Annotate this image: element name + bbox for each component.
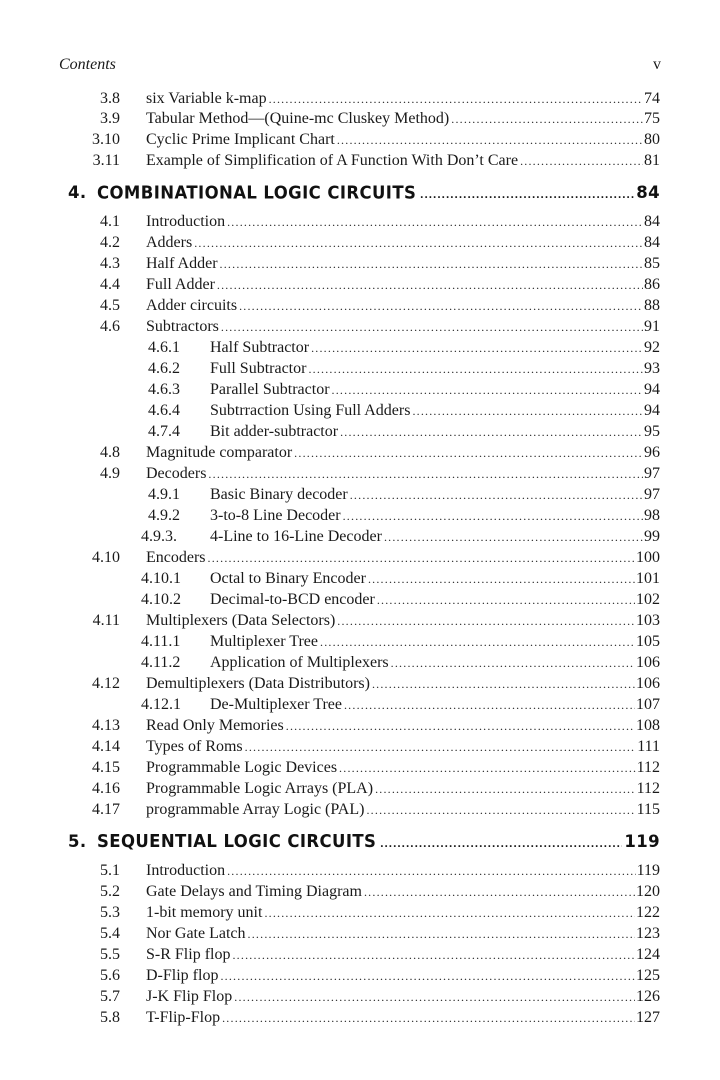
subsection-title: 3-to-8 Line Decoder [210, 507, 341, 524]
dot-leader [294, 443, 643, 464]
toc-entry[interactable] [0, 902, 720, 923]
dot-leader [208, 464, 643, 485]
dot-leader [308, 359, 643, 380]
section-title: Full Adder [146, 276, 215, 293]
section-number: 4.4 [100, 276, 120, 293]
subsection-title: Multiplexer Tree [210, 633, 318, 650]
dot-leader [375, 779, 636, 800]
section-title: Introduction [146, 862, 226, 879]
toc-entry[interactable] [0, 295, 720, 316]
dot-leader [377, 590, 635, 611]
chapter-heading-5[interactable] [68, 829, 660, 855]
dot-leader [337, 611, 635, 632]
dot-leader [368, 569, 635, 590]
dot-leader [372, 674, 635, 695]
toc-entry[interactable] [0, 1007, 720, 1028]
dot-leader [232, 945, 635, 966]
chapter-title: SEQUENTIAL LOGIC CIRCUITS [97, 831, 377, 852]
section-title: Half Adder [146, 255, 218, 272]
section-number: 4.2 [100, 234, 120, 251]
running-head-title: Contents [59, 56, 116, 73]
dot-leader [451, 109, 643, 130]
subsection-page: 98 [644, 507, 660, 524]
section-title: Programmable Logic Arrays (PLA) [146, 780, 374, 797]
section-number: 3.10 [92, 131, 120, 148]
subsection-number: 4.6.1 [148, 339, 180, 356]
subsection-title: Application of Multiplexers [210, 654, 389, 671]
toc-entry[interactable] [0, 274, 720, 295]
subsection-page: 94 [644, 402, 660, 419]
section-title: J-K Flip Flop [146, 988, 233, 1005]
dot-leader [245, 737, 637, 758]
section-page: 106 [636, 675, 660, 692]
toc-entry[interactable] [0, 88, 720, 109]
section-number: 5.8 [100, 1009, 120, 1026]
toc-entry[interactable] [0, 232, 720, 253]
chapter-number: 5. [68, 832, 87, 851]
subsection-page: 106 [636, 654, 660, 671]
toc-subentry[interactable] [0, 421, 720, 442]
toc-entry[interactable] [0, 610, 720, 631]
section-page: 85 [644, 255, 660, 272]
subsection-page: 107 [636, 696, 660, 713]
section-title: six Variable k-map [146, 90, 267, 107]
toc-entry[interactable] [0, 757, 720, 778]
dot-leader [220, 254, 643, 275]
subsection-page: 95 [644, 423, 660, 440]
subsection-number: 4.6.3 [148, 381, 180, 398]
toc-subentry[interactable] [0, 526, 720, 547]
subsection-number: 4.9.3. [141, 528, 177, 545]
section-number: 5.7 [100, 988, 120, 1005]
toc-entry[interactable] [0, 715, 720, 736]
subsection-page: 92 [644, 339, 660, 356]
dot-leader [343, 506, 643, 527]
toc-subentry[interactable] [0, 484, 720, 505]
toc-subentry[interactable] [0, 358, 720, 379]
toc-entry[interactable] [0, 129, 720, 150]
section-title: Encoders [146, 549, 206, 566]
chapter-number: 4. [68, 183, 87, 202]
chapter-heading-4[interactable] [68, 180, 660, 206]
section-number: 4.1 [100, 213, 120, 230]
section-page: 122 [636, 904, 660, 921]
section-page: 126 [636, 988, 660, 1005]
section-page: 97 [644, 465, 660, 482]
subsection-title: Full Subtractor [210, 360, 307, 377]
section-number: 5.4 [100, 925, 120, 942]
section-title: Adders [146, 234, 193, 251]
dot-leader [320, 632, 635, 653]
toc-entry[interactable] [0, 547, 720, 568]
section-title: Nor Gate Latch [146, 925, 246, 942]
subsection-title: Parallel Subtractor [210, 381, 330, 398]
section-title: 1-bit memory unit [146, 904, 263, 921]
toc-subentry[interactable] [0, 337, 720, 358]
dot-leader [380, 830, 622, 855]
section-page: 115 [636, 801, 660, 818]
toc-entry[interactable] [0, 944, 720, 965]
toc-subentry[interactable] [0, 379, 720, 400]
toc-entry[interactable] [0, 316, 720, 337]
subsection-page: 99 [644, 528, 660, 545]
dot-leader [217, 275, 643, 296]
subsection-number: 4.11.2 [141, 654, 181, 671]
section-page: 112 [636, 759, 660, 776]
section-title: Subtractors [146, 318, 219, 335]
dot-leader [227, 212, 643, 233]
dot-leader [391, 653, 635, 674]
subsection-number: 4.10.2 [141, 591, 181, 608]
section-title: Decoders [146, 465, 207, 482]
section-page: 84 [644, 213, 660, 230]
dot-leader [194, 233, 643, 254]
section-title: Tabular Method—(Quine-mc Cluskey Method) [146, 110, 450, 127]
section-number: 3.11 [92, 152, 120, 169]
dot-leader [412, 401, 643, 422]
section-number: 4.5 [100, 297, 120, 314]
section-number: 4.14 [92, 738, 120, 755]
section-page: 74 [644, 90, 660, 107]
dot-leader [340, 422, 643, 443]
section-title: Read Only Memories [146, 717, 284, 734]
section-title: T-Flip-Flop [146, 1009, 221, 1026]
toc-subentry[interactable] [0, 652, 720, 673]
subsection-title: Decimal-to-BCD encoder [210, 591, 375, 608]
section-title: Introduction [146, 213, 226, 230]
subsection-number: 4.7.4 [148, 423, 180, 440]
section-page: 80 [644, 131, 660, 148]
subsection-number: 4.10.1 [141, 570, 181, 587]
dot-leader [337, 130, 643, 151]
section-title: Cyclic Prime Implicant Chart [146, 131, 335, 148]
toc-entry[interactable] [0, 211, 720, 232]
dot-leader [520, 151, 643, 172]
subsection-number: 4.6.2 [148, 360, 180, 377]
section-page: 84 [644, 234, 660, 251]
toc-entry[interactable] [0, 923, 720, 944]
section-number: 5.3 [100, 904, 120, 921]
subsection-number: 4.9.2 [148, 507, 180, 524]
section-number: 4.12 [92, 675, 120, 692]
section-title: Demultiplexers (Data Distributors) [146, 675, 370, 692]
toc-entry[interactable] [0, 881, 720, 902]
section-number: 4.8 [100, 444, 120, 461]
toc-entry[interactable] [0, 986, 720, 1007]
chapter-title: COMBINATIONAL LOGIC CIRCUITS [97, 182, 417, 203]
section-number: 5.6 [100, 967, 120, 984]
section-page: 120 [636, 883, 660, 900]
toc-subentry[interactable] [0, 568, 720, 589]
dot-leader [339, 758, 636, 779]
dot-leader [221, 317, 643, 338]
section-page: 108 [636, 717, 660, 734]
subsection-page: 97 [644, 486, 660, 503]
toc-entry[interactable] [0, 442, 720, 463]
toc-entry[interactable] [0, 673, 720, 694]
section-title: Programmable Logic Devices [146, 759, 338, 776]
page-number: v [653, 56, 661, 73]
toc-subentry[interactable] [0, 694, 720, 715]
section-title: programmable Array Logic (PAL) [146, 801, 365, 818]
dot-leader [248, 924, 635, 945]
section-page: 88 [644, 297, 660, 314]
dot-leader [311, 338, 643, 359]
section-number: 4.15 [92, 759, 120, 776]
section-title: Multiplexers (Data Selectors) [146, 612, 336, 629]
dot-leader [384, 527, 643, 548]
subsection-title: Octal to Binary Encoder [210, 570, 366, 587]
section-page: 127 [636, 1009, 660, 1026]
section-number: 4.6 [100, 318, 120, 335]
dot-leader [220, 966, 635, 987]
section-title: Magnitude comparator [146, 444, 293, 461]
subsection-title: 4-Line to 16-Line Decoder [210, 528, 382, 545]
dot-leader [364, 882, 635, 903]
section-page: 75 [644, 110, 660, 127]
section-title: D-Flip flop [146, 967, 219, 984]
toc-entry[interactable] [0, 253, 720, 274]
section-number: 4.9 [100, 465, 120, 482]
chapter-page: 119 [624, 832, 660, 851]
section-page: 86 [644, 276, 660, 293]
section-title: Types of Roms [146, 738, 243, 755]
toc-entry[interactable] [0, 778, 720, 799]
section-page: 103 [636, 612, 660, 629]
toc-subentry[interactable] [0, 505, 720, 526]
section-page: 123 [636, 925, 660, 942]
toc-subentry[interactable] [0, 631, 720, 652]
dot-leader [332, 380, 643, 401]
subsection-page: 102 [636, 591, 660, 608]
toc-entry[interactable] [0, 150, 720, 171]
dot-leader [227, 861, 636, 882]
section-number: 5.1 [100, 862, 120, 879]
subsection-title: Half Subtractor [210, 339, 310, 356]
subsection-number: 4.9.1 [148, 486, 180, 503]
section-page: 119 [636, 862, 660, 879]
section-title: S-R Flip flop [146, 946, 231, 963]
toc-entry[interactable] [0, 799, 720, 820]
dot-leader [208, 548, 635, 569]
section-page: 96 [644, 444, 660, 461]
toc-entry[interactable] [0, 860, 720, 881]
dot-leader [222, 1008, 635, 1029]
chapter-page: 84 [636, 183, 660, 202]
section-number: 3.8 [100, 90, 120, 107]
toc-subentry[interactable] [0, 400, 720, 421]
toc-entry[interactable] [0, 965, 720, 986]
section-number: 4.10 [92, 549, 120, 566]
toc-entry[interactable] [0, 463, 720, 484]
subsection-page: 105 [636, 633, 660, 650]
section-number: 4.16 [92, 780, 120, 797]
section-title: Example of Simplification of A Function With Don’t Care [146, 152, 519, 169]
subsection-page: 94 [644, 381, 660, 398]
subsection-title: Subtrraction Using Full Adders [210, 402, 411, 419]
section-page: 100 [636, 549, 660, 566]
dot-leader [264, 903, 635, 924]
dot-leader [239, 296, 643, 317]
subsection-title: De-Multiplexer Tree [210, 696, 342, 713]
subsection-number: 4.11.1 [141, 633, 181, 650]
toc-subentry[interactable] [0, 589, 720, 610]
section-number: 3.9 [100, 110, 120, 127]
dot-leader [366, 800, 635, 821]
section-number: 4.3 [100, 255, 120, 272]
section-title: Gate Delays and Timing Diagram [146, 883, 362, 900]
section-number: 5.5 [100, 946, 120, 963]
subsection-number: 4.12.1 [141, 696, 181, 713]
section-number: 4.13 [92, 717, 120, 734]
section-page: 91 [644, 318, 660, 335]
section-page: 125 [636, 967, 660, 984]
section-page: 81 [644, 152, 660, 169]
section-page: 124 [636, 946, 660, 963]
subsection-page: 101 [636, 570, 660, 587]
section-number: 5.2 [100, 883, 120, 900]
dot-leader [234, 987, 635, 1008]
subsection-title: Basic Binary decoder [210, 486, 348, 503]
section-number: 4.11 [92, 612, 120, 629]
dot-leader [350, 485, 643, 506]
dot-leader [420, 181, 634, 206]
subsection-title: Bit adder-subtractor [210, 423, 339, 440]
dot-leader [286, 716, 635, 737]
running-head [59, 56, 661, 78]
section-page: 111 [637, 738, 660, 755]
toc-entry[interactable] [0, 736, 720, 757]
section-page: 112 [636, 780, 660, 797]
toc-entry[interactable] [0, 108, 720, 129]
subsection-number: 4.6.4 [148, 402, 180, 419]
dot-leader [344, 695, 635, 716]
section-number: 4.17 [92, 801, 120, 818]
subsection-page: 93 [644, 360, 660, 377]
dot-leader [269, 89, 643, 110]
section-title: Adder circuits [146, 297, 238, 314]
